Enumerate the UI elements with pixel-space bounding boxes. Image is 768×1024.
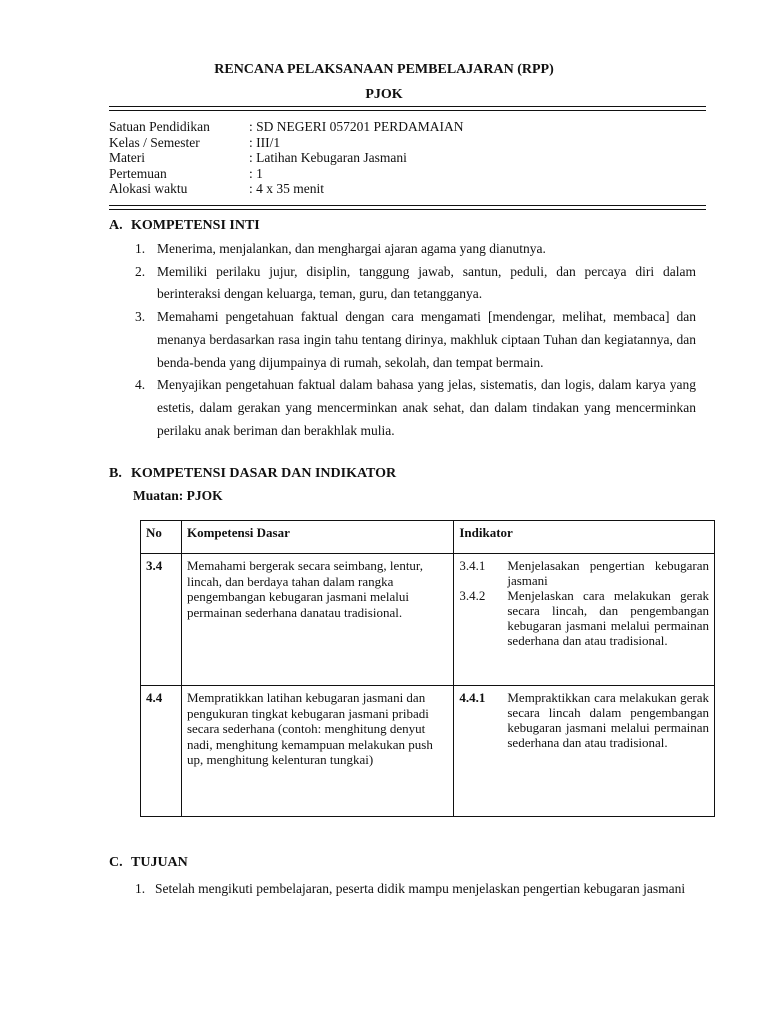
header-divider <box>109 106 706 111</box>
kompetensi-inti-list <box>109 238 706 442</box>
info-value: : III/1 <box>249 134 281 150</box>
item-text: Memahami pengetahuan faktual dengan cara mengamati [mendengar, melihat, membaca] dan menanya berdasarkan rasa ingin tahu tentang dirinya, makhluk ciptaan Tuhan dan kegiatannya, dan benda-benda yang dijumpainya di rumah, sekolah, dan tempat bermain. <box>157 309 696 370</box>
item-text: Memiliki perilaku jujur, disiplin, tanggung jawab, santun, peduli, dan percaya diri dalam berinteraksi dengan keluarga, teman, guru, dan tetangganya. <box>157 263 696 302</box>
indicator-code: 4.4.1 <box>459 690 486 705</box>
table-header-row <box>141 521 715 554</box>
info-row <box>109 166 464 182</box>
item-text: Menyajikan pengetahuan faktual dalam bahasa yang jelas, sistematis, dan logis, dalam karya yang estetis, dalam gerakan yang mencerminkan anak sehat, dan dalam tindakan yang mencerminkan perilaku anak beriman dan berakhlak mulia. <box>157 377 696 438</box>
column-header-kd: Kompetensi Dasar <box>181 521 453 554</box>
info-label: Pertemuan <box>109 165 167 181</box>
indicator-item <box>459 588 709 648</box>
indikator-cell <box>454 686 715 817</box>
info-row <box>109 150 464 166</box>
indicator-item <box>459 690 709 750</box>
section-letter: C. <box>109 855 123 870</box>
item-text: Menerima, menjalankan, dan menghargai ajaran agama yang dianutnya. <box>157 241 546 256</box>
section-c-heading <box>109 855 188 871</box>
section-title: KOMPETENSI INTI <box>131 218 260 233</box>
indikator-cell <box>454 554 715 686</box>
info-label: Alokasi waktu <box>109 181 188 196</box>
info-row <box>109 181 464 197</box>
info-value: : Latihan Kebugaran Jasmani <box>249 150 407 165</box>
section-b-heading <box>109 466 396 482</box>
column-header-indikator: Indikator <box>454 521 715 554</box>
info-row <box>109 119 464 135</box>
list-item <box>109 261 706 306</box>
section-title: TUJUAN <box>131 855 188 870</box>
list-item <box>109 374 706 442</box>
item-number: 2. <box>135 263 146 279</box>
kd-cell: Memahami bergerak secara seimbang, lentur, lincah, dan berdaya tahan dalam rangka pengembangan kebugaran jasmani melalui permainan sederhana danatau tradisional. <box>181 554 453 686</box>
tujuan-list <box>109 879 706 898</box>
item-text: Setelah mengikuti pembelajaran, peserta didik mampu menjelaskan pengertian kebugaran jasmani <box>155 881 686 896</box>
info-value: : 4 x 35 menit <box>249 181 324 196</box>
info-label: Materi <box>109 150 145 165</box>
item-number: 1. <box>135 881 146 896</box>
list-item <box>109 306 706 374</box>
item-number: 1. <box>135 241 146 256</box>
table-row <box>141 686 715 817</box>
indicator-code: 3.4.2 <box>459 588 486 603</box>
indicator-text: Menjelaskan cara melakukan gerak secara lincah, dan pengembangan kebugaran jasmani melalui permainan sederhana dan atau tradisional. <box>507 588 709 648</box>
info-value: : SD NEGERI 057201 PERDAMAIAN <box>249 119 464 134</box>
column-header-no: No <box>141 521 182 554</box>
info-divider <box>109 205 706 210</box>
indicator-text: Menjelasakan pengertian kebugaran jasmani <box>507 558 709 588</box>
info-label: Satuan Pendidikan <box>109 119 210 134</box>
row-number: 4.4 <box>141 686 182 817</box>
section-title: KOMPETENSI DASAR DAN INDIKATOR <box>131 466 397 481</box>
muatan-label: Muatan: PJOK <box>133 488 223 503</box>
item-number: 4. <box>135 377 146 393</box>
document-title: RENCANA PELAKSANAAN PEMBELAJARAN (RPP) <box>214 62 554 77</box>
section-a-heading <box>109 218 260 234</box>
item-number: 3. <box>135 309 146 325</box>
section-letter: A. <box>109 218 123 233</box>
identity-block <box>109 119 464 197</box>
table-row <box>141 554 715 686</box>
info-row <box>109 135 464 151</box>
indicator-item <box>459 558 709 588</box>
kd-cell: Mempratikkan latihan kebugaran jasmani dan pengukuran tingkat kebugaran jasmani pribadi secara sederhana (contoh: menghitung denyut nadi, menghitung kemampuan melakukan push up, menghitung kelenturan tungkai) <box>181 686 453 817</box>
list-item <box>109 879 706 898</box>
document-subtitle: PJOK <box>365 87 403 102</box>
info-value: : 1 <box>249 165 263 181</box>
section-letter: B. <box>109 466 122 481</box>
indicator-code: 3.4.1 <box>459 558 486 573</box>
list-item <box>109 238 706 261</box>
row-number: 3.4 <box>141 554 182 686</box>
info-label: Kelas / Semester <box>109 134 200 150</box>
indicator-text: Mempraktikkan cara melakukan gerak secara lincah dalam pengembangan kebugaran jasmani melalui permainan sederhana dan atau tradisional. <box>507 690 709 750</box>
kompetensi-dasar-table <box>140 520 715 817</box>
